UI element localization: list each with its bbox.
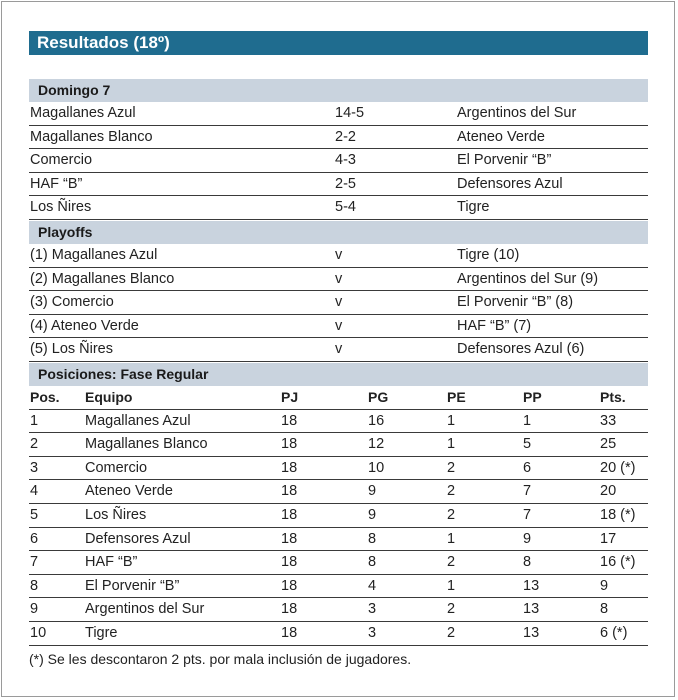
points: 9 bbox=[600, 577, 609, 594]
standings-row bbox=[29, 528, 648, 552]
column-header-pg: PG bbox=[368, 389, 389, 405]
home-team: HAF “B” bbox=[30, 175, 83, 192]
drawn: 1 bbox=[447, 436, 456, 453]
score: 2-2 bbox=[335, 128, 356, 145]
position: 5 bbox=[30, 507, 39, 523]
standings-row bbox=[29, 433, 648, 457]
standings-row bbox=[29, 598, 648, 622]
position: 1 bbox=[30, 412, 39, 429]
played: 18 bbox=[281, 459, 298, 476]
playoff-row bbox=[29, 244, 648, 268]
won: 3 bbox=[368, 625, 377, 641]
team-name: Tigre bbox=[85, 625, 118, 641]
lost: 13 bbox=[523, 601, 540, 618]
points: 16 (*) bbox=[600, 554, 636, 571]
match-row bbox=[29, 126, 648, 150]
standings-row bbox=[29, 480, 648, 504]
lost: 6 bbox=[523, 459, 532, 476]
lost: 7 bbox=[523, 483, 532, 500]
drawn: 2 bbox=[447, 625, 456, 641]
team-name: Comercio bbox=[85, 459, 148, 476]
drawn: 2 bbox=[447, 483, 456, 500]
page-title: Resultados (18º) bbox=[29, 31, 648, 55]
played: 18 bbox=[281, 483, 298, 500]
away-team: Tigre bbox=[457, 199, 490, 216]
team-name: Ateneo Verde bbox=[85, 483, 173, 500]
lost: 13 bbox=[523, 625, 540, 641]
column-header-pe: PE bbox=[447, 389, 466, 405]
standings-row bbox=[29, 575, 648, 599]
won: 3 bbox=[368, 601, 377, 618]
drawn: 2 bbox=[447, 601, 456, 618]
won: 10 bbox=[368, 459, 385, 476]
played: 18 bbox=[281, 554, 298, 571]
score: 14-5 bbox=[335, 105, 365, 121]
team-name: Magallanes Blanco bbox=[85, 436, 208, 453]
team-name: Los Ñires bbox=[85, 507, 147, 523]
position: 2 bbox=[30, 436, 39, 453]
won: 9 bbox=[368, 483, 377, 500]
won: 9 bbox=[368, 507, 377, 523]
points: 17 bbox=[600, 530, 617, 547]
footnote: (*) Se les descontaron 2 pts. por mala inclusión de jugadores. bbox=[29, 651, 412, 667]
played: 18 bbox=[281, 577, 298, 594]
away-team: Defensores Azul bbox=[457, 175, 563, 192]
played: 18 bbox=[281, 412, 298, 429]
home-team: (5) Los Ñires bbox=[30, 341, 113, 358]
score: 4-3 bbox=[335, 152, 356, 169]
team-name: El Porvenir “B” bbox=[85, 577, 180, 594]
score: 5-4 bbox=[335, 199, 356, 216]
home-team: Magallanes Blanco bbox=[30, 128, 153, 145]
standings-row bbox=[29, 410, 648, 434]
drawn: 2 bbox=[447, 507, 456, 523]
column-header-pts: Pts. bbox=[600, 389, 626, 405]
score: 2-5 bbox=[335, 175, 356, 192]
home-team: (1) Magallanes Azul bbox=[30, 247, 158, 263]
points: 6 (*) bbox=[600, 625, 628, 641]
points: 20 (*) bbox=[600, 459, 636, 476]
versus: v bbox=[335, 317, 343, 334]
match-row bbox=[29, 149, 648, 173]
away-team: Ateneo Verde bbox=[457, 128, 545, 145]
team-name: Magallanes Azul bbox=[85, 412, 191, 429]
away-team: Argentinos del Sur (9) bbox=[457, 270, 599, 287]
played: 18 bbox=[281, 601, 298, 618]
points: 18 (*) bbox=[600, 507, 636, 523]
away-team: Defensores Azul (6) bbox=[457, 341, 585, 358]
won: 16 bbox=[368, 412, 385, 429]
home-team: (2) Magallanes Blanco bbox=[30, 270, 175, 287]
section-header-domingo: Domingo 7 bbox=[29, 79, 648, 102]
home-team: Magallanes Azul bbox=[30, 105, 136, 121]
home-team: Comercio bbox=[30, 152, 93, 169]
versus: v bbox=[335, 270, 343, 287]
team-name: HAF “B” bbox=[85, 554, 138, 571]
standings-row bbox=[29, 457, 648, 481]
points: 25 bbox=[600, 436, 617, 453]
points: 20 bbox=[600, 483, 617, 500]
lost: 5 bbox=[523, 436, 532, 453]
drawn: 1 bbox=[447, 530, 456, 547]
position: 10 bbox=[30, 625, 47, 641]
playoff-row bbox=[29, 338, 648, 362]
position: 8 bbox=[30, 577, 39, 594]
lost: 13 bbox=[523, 577, 540, 594]
match-row bbox=[29, 102, 648, 126]
played: 18 bbox=[281, 436, 298, 453]
position: 7 bbox=[30, 554, 39, 571]
team-name: Defensores Azul bbox=[85, 530, 191, 547]
away-team: HAF “B” (7) bbox=[457, 317, 532, 334]
position: 4 bbox=[30, 483, 39, 500]
section-header-standings: Posiciones: Fase Regular bbox=[29, 363, 648, 386]
away-team: Argentinos del Sur bbox=[457, 105, 577, 121]
standings-row bbox=[29, 622, 648, 646]
won: 12 bbox=[368, 436, 385, 453]
drawn: 2 bbox=[447, 459, 456, 476]
played: 18 bbox=[281, 530, 298, 547]
home-team: (4) Ateneo Verde bbox=[30, 317, 139, 334]
home-team: Los Ñires bbox=[30, 199, 92, 216]
versus: v bbox=[335, 341, 343, 358]
standings-row bbox=[29, 551, 648, 575]
drawn: 1 bbox=[447, 577, 456, 594]
column-header-team: Equipo bbox=[85, 389, 133, 405]
column-header-pos: Pos. bbox=[30, 389, 60, 405]
playoff-row bbox=[29, 291, 648, 315]
column-header-pj: PJ bbox=[281, 389, 299, 405]
away-team: El Porvenir “B” bbox=[457, 152, 552, 169]
standings-row bbox=[29, 504, 648, 528]
won: 4 bbox=[368, 577, 377, 594]
position: 3 bbox=[30, 459, 39, 476]
won: 8 bbox=[368, 530, 377, 547]
away-team: Tigre (10) bbox=[457, 247, 520, 263]
lost: 7 bbox=[523, 507, 532, 523]
lost: 1 bbox=[523, 412, 532, 429]
away-team: El Porvenir “B” (8) bbox=[457, 294, 574, 311]
drawn: 1 bbox=[447, 412, 456, 429]
playoff-row bbox=[29, 315, 648, 339]
points: 33 bbox=[600, 412, 617, 429]
home-team: (3) Comercio bbox=[30, 294, 114, 311]
versus: v bbox=[335, 294, 343, 311]
position: 6 bbox=[30, 530, 39, 547]
section-header-playoffs: Playoffs bbox=[29, 221, 648, 244]
drawn: 2 bbox=[447, 554, 456, 571]
played: 18 bbox=[281, 507, 298, 523]
team-name: Argentinos del Sur bbox=[85, 601, 205, 618]
played: 18 bbox=[281, 625, 298, 641]
lost: 8 bbox=[523, 554, 532, 571]
match-row bbox=[29, 173, 648, 197]
won: 8 bbox=[368, 554, 377, 571]
playoff-row bbox=[29, 268, 648, 292]
column-header-pp: PP bbox=[523, 389, 542, 405]
lost: 9 bbox=[523, 530, 532, 547]
standings-column-headers bbox=[29, 386, 648, 410]
versus: v bbox=[335, 247, 343, 263]
match-row bbox=[29, 196, 648, 220]
points: 8 bbox=[600, 601, 609, 618]
position: 9 bbox=[30, 601, 39, 618]
